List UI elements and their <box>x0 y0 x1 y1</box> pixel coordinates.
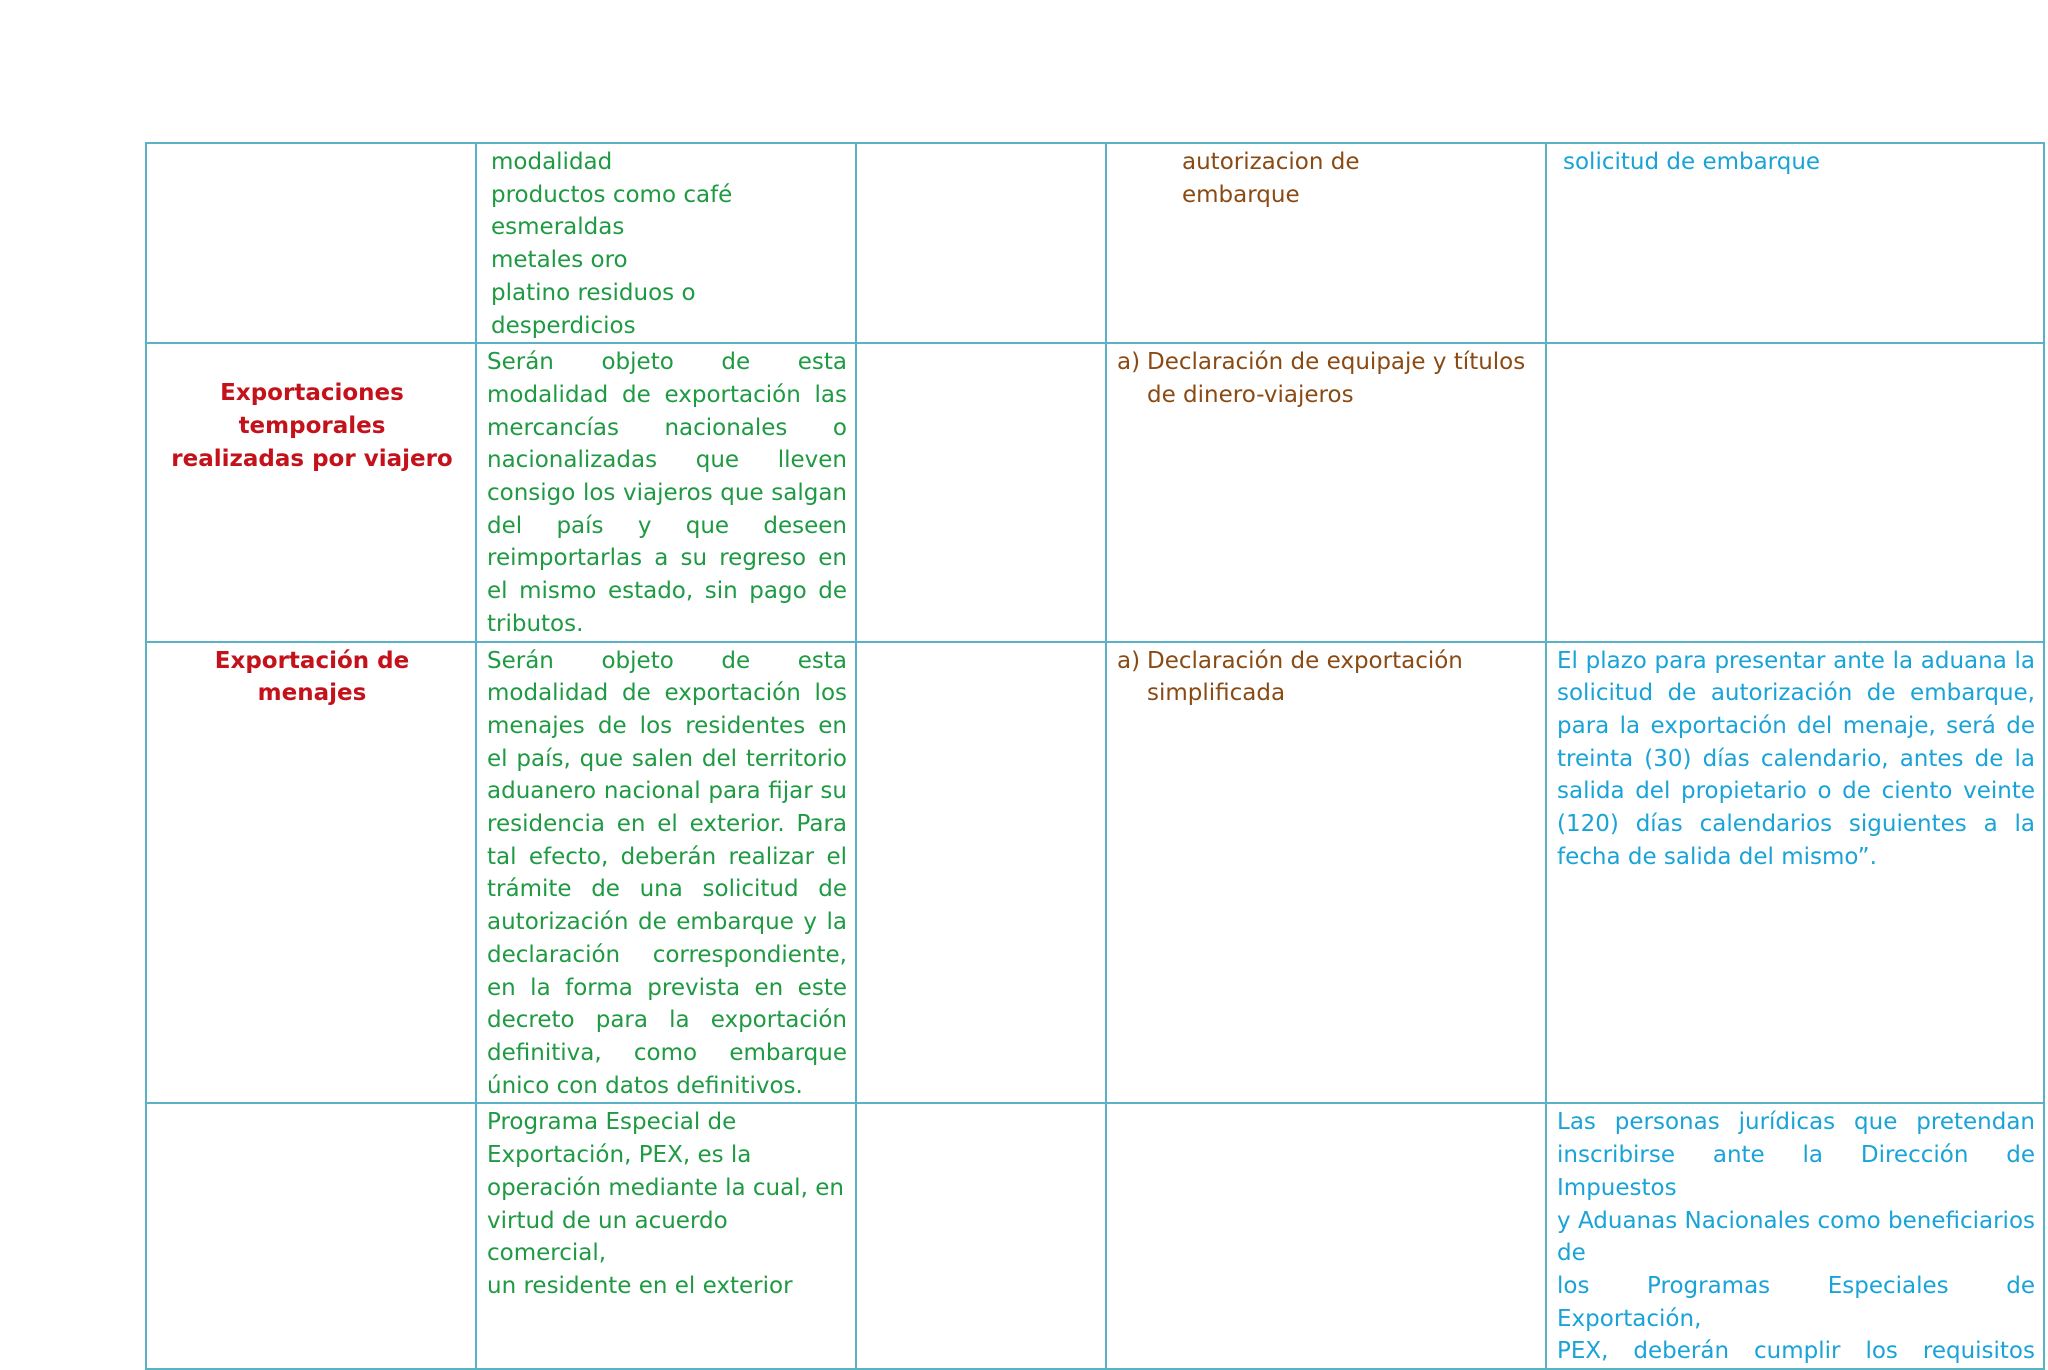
description-line: Programa Especial de <box>487 1109 737 1136</box>
observation-cell <box>1546 343 2044 641</box>
observation-line: los Programas Especiales de Exportación, <box>1557 1272 2035 1332</box>
category-cell <box>146 143 476 343</box>
description-cell: Serán objeto de esta modalidad de exportación las mercancías nacionales o nacionalizadas que lleven consigo los viajeros que salgan del país y que deseen reimportarlas a su regreso en el mismo estado, sin pago de tributos. <box>476 343 856 641</box>
observation-line: inscribirse ante la Dirección de Impuestos <box>1557 1142 2035 1201</box>
observation-cell <box>1546 1103 2044 1369</box>
description-cell <box>476 143 856 343</box>
requirement-cell <box>1106 143 1546 343</box>
observation-cell: El plazo para presentar ante la aduana la solicitud de autorización de embarque, para la exportación del menaje, será de treinta (30) días calendario, antes de la salida del propietario o de ciento veinte (120) días calendarios siguientes a la fecha de salida del mismo”. <box>1546 642 2044 1104</box>
description-line: Exportación, PEX, es la <box>487 1142 752 1169</box>
requirement-label: a) <box>1117 647 1141 674</box>
export-modalities-table <box>145 142 2045 1370</box>
observation-cell: solicitud de embarque <box>1546 143 2044 343</box>
middle-cell <box>856 343 1106 641</box>
description-cell <box>476 1103 856 1369</box>
requirement-text: Declaración de equipaje y títulos de dinero-viajeros <box>1147 349 1526 408</box>
requirement-cell <box>1106 642 1546 1104</box>
requirement-cell <box>1106 343 1546 641</box>
category-cell: Exportación de menajes <box>146 642 476 1104</box>
description-line: un residente en el exterior <box>487 1272 793 1299</box>
requirement-text: autorizacion de embarque <box>1182 149 1360 208</box>
middle-cell <box>856 642 1106 1104</box>
table-row <box>146 143 2044 343</box>
middle-cell <box>856 143 1106 343</box>
table-row <box>146 343 2044 641</box>
requirement-cell <box>1106 1103 1546 1369</box>
requirement-label: a) <box>1117 349 1141 376</box>
middle-cell <box>856 1103 1106 1369</box>
observation-line: PEX, deberán cumplir los requisitos <box>1557 1338 2035 1365</box>
requirement-text: Declaración de exportación simplificada <box>1147 647 1463 707</box>
category-cell <box>146 343 476 641</box>
observation-line: y Aduanas Nacionales como beneficiarios de <box>1557 1207 2035 1267</box>
description-line: metales oro <box>491 247 628 274</box>
observation-line: Las personas jurídicas que pretendan <box>1557 1109 2035 1136</box>
description-line: operación mediante la cual, en <box>487 1174 844 1201</box>
category-line: Exportaciones temporales <box>220 380 404 439</box>
description-line: virtud de un acuerdo comercial, <box>487 1207 728 1267</box>
table-row <box>146 1103 2044 1369</box>
description-line: productos como café esmeraldas <box>491 181 733 241</box>
description-cell: Serán objeto de esta modalidad de exportación los menajes de los residentes en el país, que salen del territorio aduanero nacional para fijar su residencia en el exterior. Para tal efecto, deberán realizar el trámite de una solicitud de autorización de embarque y la declaración correspondiente, en la forma prevista en este decreto para la exportación definitiva, como embarque único con datos definitivos. <box>476 642 856 1104</box>
table-row <box>146 642 2044 1104</box>
requirement-item <box>1117 346 1537 411</box>
category-line: realizadas por viajero <box>171 445 453 472</box>
category-cell <box>146 1103 476 1369</box>
requirement-item <box>1117 645 1537 710</box>
description-line: modalidad <box>491 149 613 175</box>
description-line: platino residuos o desperdicios <box>491 279 696 339</box>
